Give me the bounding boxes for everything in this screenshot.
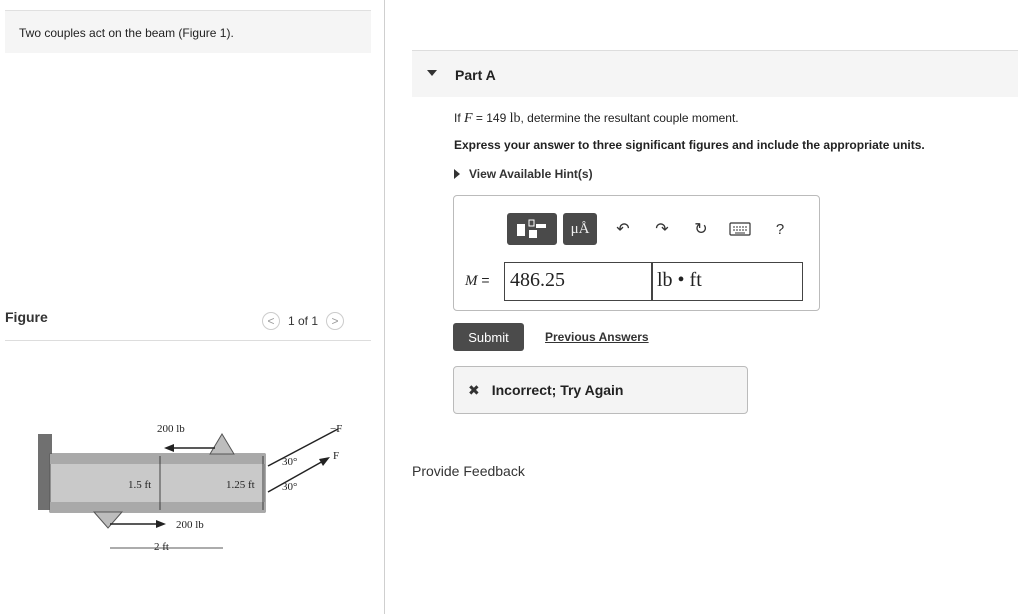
beam-diagram bbox=[20, 408, 360, 568]
dim-1-5-label: 1.5 ft bbox=[128, 479, 152, 491]
units-button-label: μÅ bbox=[570, 220, 590, 237]
angle-top-label: 30° bbox=[282, 456, 298, 468]
dim-2-label: 2 ft bbox=[154, 541, 169, 553]
keyboard-glyph bbox=[729, 222, 751, 236]
pane-divider bbox=[384, 0, 385, 614]
feedback-box bbox=[453, 366, 748, 414]
question-unit: lb bbox=[509, 111, 521, 126]
bottom-force-arrowhead bbox=[156, 520, 166, 528]
view-hints-toggle[interactable] bbox=[454, 167, 593, 181]
instruction-text: Express your answer to three significant figures and include the appropriate units. bbox=[454, 138, 925, 152]
provide-feedback-link[interactable]: Provide Feedback bbox=[412, 463, 525, 479]
part-header[interactable] bbox=[412, 51, 1018, 97]
beam-top-flange bbox=[50, 454, 265, 464]
answer-units-input[interactable]: lb • ft bbox=[652, 262, 803, 301]
beam-bottom-flange bbox=[50, 502, 265, 512]
question-text bbox=[454, 111, 739, 127]
f-label: F bbox=[333, 450, 340, 462]
expand-caret-icon bbox=[454, 169, 460, 179]
question-prefix: If bbox=[454, 111, 465, 125]
dim-1-25-label: 1.25 ft bbox=[226, 479, 255, 491]
answer-variable: M bbox=[465, 273, 478, 289]
problem-text: Two couples act on the beam (Figure 1). bbox=[19, 26, 234, 40]
neg-f-force-line bbox=[268, 429, 338, 466]
keyboard-icon[interactable] bbox=[729, 218, 751, 240]
figure-divider bbox=[5, 340, 371, 341]
redo-icon[interactable]: ↷ bbox=[655, 221, 669, 238]
neg-f-label: −F bbox=[330, 423, 343, 435]
feedback-text: Incorrect; Try Again bbox=[491, 382, 624, 398]
f-force-arrowhead bbox=[319, 457, 330, 466]
submit-button[interactable]: Submit bbox=[453, 323, 524, 351]
incorrect-icon: ✖ bbox=[468, 381, 480, 398]
part-title: Part A bbox=[455, 67, 496, 83]
top-force-label: 200 lb bbox=[157, 423, 185, 435]
answer-value-input[interactable]: 486.25 bbox=[504, 262, 652, 301]
templates-icon bbox=[514, 218, 550, 240]
reset-icon[interactable]: ↻ bbox=[694, 221, 708, 238]
figure-title: Figure bbox=[5, 309, 48, 325]
units-button[interactable] bbox=[563, 213, 597, 245]
templates-button[interactable] bbox=[507, 213, 557, 245]
answer-variable-label bbox=[465, 272, 490, 290]
bottom-bracket bbox=[94, 512, 122, 528]
collapse-caret-icon[interactable] bbox=[427, 70, 437, 76]
angle-bottom-label: 30° bbox=[282, 481, 298, 493]
next-figure-button[interactable]: > bbox=[326, 312, 344, 330]
question-variable: F bbox=[464, 111, 473, 126]
figure-pager bbox=[262, 310, 344, 332]
figure-page-count: 1 of 1 bbox=[288, 314, 319, 328]
top-bracket bbox=[210, 434, 234, 454]
prev-figure-button[interactable]: < bbox=[262, 312, 280, 330]
undo-icon[interactable]: ↶ bbox=[616, 221, 630, 238]
top-force-arrowhead bbox=[164, 444, 174, 452]
hints-label: View Available Hint(s) bbox=[469, 167, 593, 181]
question-suffix: , determine the resultant couple moment. bbox=[520, 111, 739, 125]
problem-statement bbox=[5, 10, 371, 53]
answer-equals: = bbox=[477, 272, 490, 288]
help-icon[interactable]: ? bbox=[775, 220, 785, 238]
question-equals: = 149 bbox=[472, 111, 510, 125]
bottom-force-label: 200 lb bbox=[176, 519, 204, 531]
previous-answers-link[interactable]: Previous Answers bbox=[545, 330, 649, 344]
